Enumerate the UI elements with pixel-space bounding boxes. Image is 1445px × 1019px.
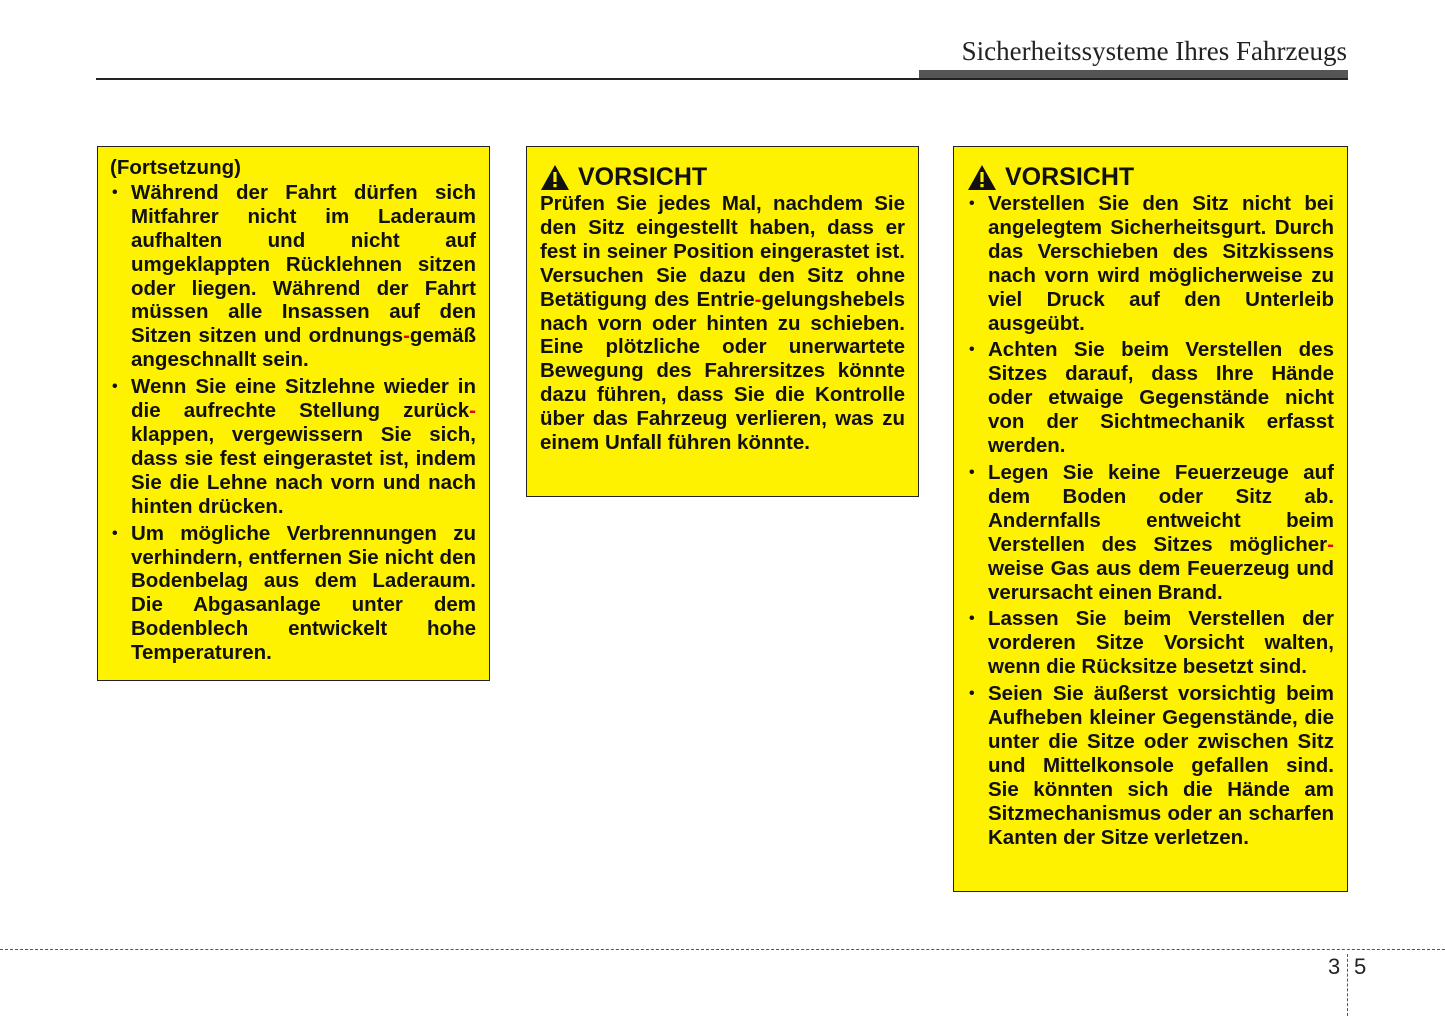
caution-heading-label: VORSICHT [1005, 163, 1135, 191]
caution-heading [967, 163, 1334, 191]
list-item: • Verstellen Sie den Sitz nicht bei angelegtem Sicherheitsgurt. Durch das Verschieben des Sitzkissens nach vorn wird möglicherweise zu viel Druck auf den Unterleib ausgeübt. [967, 192, 1334, 335]
list-item: • Wenn Sie eine Sitzlehne wieder in die aufrechte Stellung zurück-klappen, vergewissern Sie sich, dass sie fest eingerastet ist, indem Sie die Lehne nach vorn und nach hinten drücken. [110, 375, 476, 518]
caution-list [967, 192, 1334, 849]
continuation-label: (Fortsetzung) [110, 156, 241, 179]
caution-box-driver-seat [526, 146, 919, 497]
section-title: Sicherheitssysteme Ihres Fahrzeugs [961, 36, 1347, 66]
caution-heading-label: VORSICHT [578, 163, 708, 191]
list-item: • Achten Sie beim Verstellen des Sitzes darauf, dass Ihre Hände oder etwaige Gegenstände nicht von der Sichtmechanik erfasst werden. [967, 338, 1334, 458]
list-item: • Legen Sie keine Feuerzeuge auf dem Boden oder Sitz ab. Andernfalls entweicht beim Verstellen des Sitzes möglicher-weise Gas aus dem Feuerzeug und verursacht einen Brand. [967, 461, 1334, 604]
page-number-separator [1347, 954, 1348, 1016]
page-number: 5 [1354, 954, 1367, 979]
continuation-box [97, 146, 490, 681]
continuation-list [110, 181, 476, 665]
list-item: • Um mögliche Verbrennungen zu verhindern, entfernen Sie nicht den Bodenbelag aus dem Laderaum. Die Abgasanlage unter dem Bodenblech entwickelt hohe Temperaturen. [110, 522, 476, 665]
list-item: • Während der Fahrt dürfen sich Mitfahrer nicht im Laderaum aufhalten und nicht auf umgeklappten Rücklehnen sitzen oder liegen. Während der Fahrt müssen alle Insassen auf den Sitzen sitzen und ordnungs-gemäß angeschnallt sein. [110, 181, 476, 372]
caution-text: Prüfen Sie jedes Mal, nachdem Sie den Sitz eingestellt haben, dass er fest in seiner Position eingerastet ist. Versuchen Sie dazu den Sitz ohne Betätigung des Entrie-gelungshebels nach vorn oder hinten zu schieben. Eine plötzliche oder unerwartete Bewegung des Fahrersitzes könnte dazu führen, dass Sie die Kontrolle über das Fahrzeug verlieren, was zu einem Unfall führen könnte. [540, 192, 905, 455]
warning-triangle-icon [540, 164, 570, 191]
header-rule [96, 78, 1348, 80]
list-item: • Seien Sie äußerst vorsichtig beim Aufheben kleiner Gegenstände, die unter die Sitze oder zwischen Sitz und Mittelkonsole gefallen sind. Sie könnten sich die Hände am Sitzmechanismus oder an scharfen Kanten der Sitze verletzen. [967, 682, 1334, 849]
list-item: • Lassen Sie beim Verstellen der vorderen Sitze Vorsicht walten, wenn die Rücksitze besetzt sind. [967, 607, 1334, 679]
caution-heading [540, 163, 905, 191]
footer-dashed-rule [0, 949, 1445, 950]
warning-triangle-icon [967, 164, 997, 191]
chapter-number: 3 [1328, 954, 1341, 979]
caution-box-seat-adjustment [953, 146, 1348, 892]
